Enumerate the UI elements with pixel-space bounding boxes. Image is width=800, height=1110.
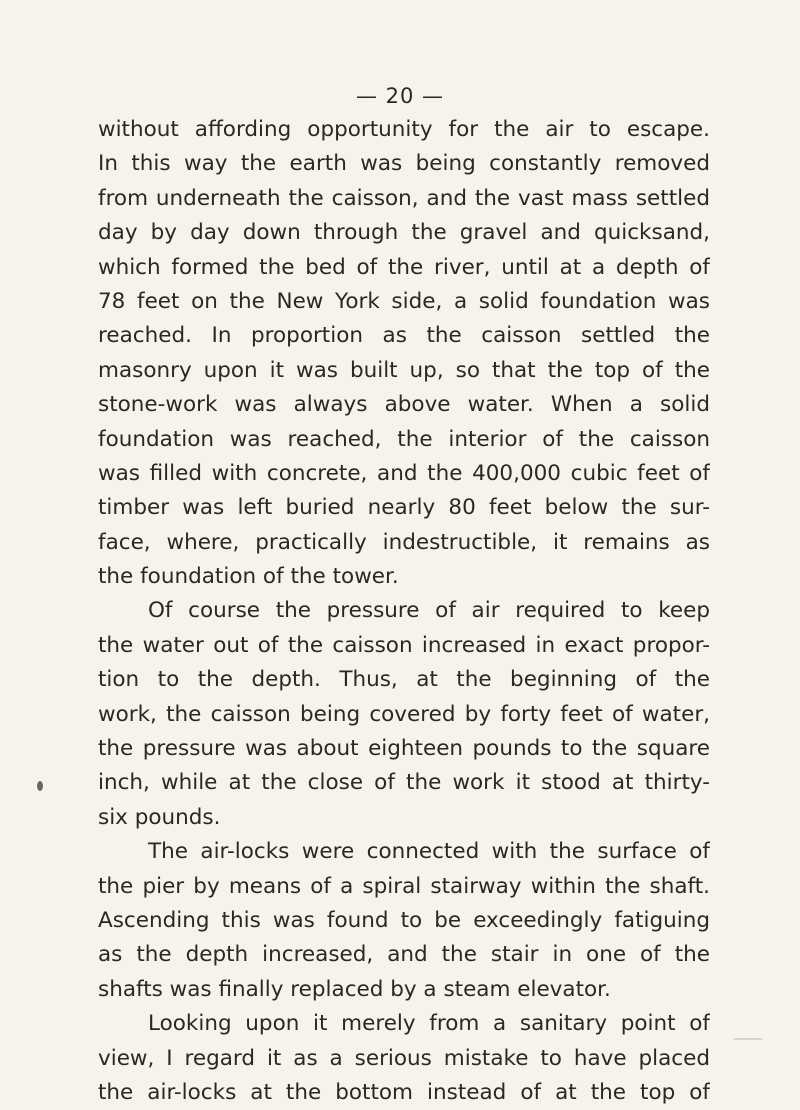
paragraph-start-line: The air-locks were connected with the surface of [148,839,710,865]
text-line: face, where, practically indestructible, it remains as [98,529,710,555]
text-line: without affording opportunity for the air to escape. [98,117,710,142]
text-line: which formed the bed of the river, until at a depth of [98,254,710,280]
ink-speck [37,781,43,791]
text-line: stone-work was always above water. When a solid [98,392,710,418]
text-line: view, I regard it as a serious mistake to have placed [98,1045,710,1071]
text-line: was filled with concrete, and the 400,000 cubic feet of [98,460,710,486]
text-line: 78 feet on the New York side, a solid foundation was [98,288,710,314]
paragraph-end-line: shafts was finally replaced by a steam elevator. [98,976,611,1002]
text-line: Ascending this was found to be exceedingly fatiguing [98,907,710,933]
text-line: the pressure was about eighteen pounds to the square [98,736,710,762]
body-text [98,113,710,1110]
paper-mark [734,1038,762,1040]
text-line: work, the caisson being covered by forty feet of water, [98,701,710,727]
text-line: reached. In proportion as the caisson settled the [98,323,710,349]
text-line: tion to the depth. Thus, at the beginning of the [98,667,710,693]
paragraph-end-line: six pounds. [98,804,221,830]
text-line: as the depth increased, and the stair in one of the [98,942,710,968]
paragraph-start-line: Looking upon it merely from a sanitary point of [148,1011,710,1037]
text-line: inch, while at the close of the work it stood at thirty- [98,770,710,796]
text-line: from underneath the caisson, and the vast mass settled [98,185,710,211]
text-line: the pier by means of a spiral stairway within the shaft. [98,873,710,899]
paragraph-start-line: Of course the pressure of air required to keep [148,598,710,624]
text-line: foundation was reached, the interior of the caisson [98,426,710,452]
paragraph-end-line: the foundation of the tower. [98,564,399,590]
text-line: the water out of the caisson increased in exact propor- [98,632,710,658]
text-line: masonry upon it was built up, so that the top of the [98,357,710,383]
text-line: day by day down through the gravel and quicksand, [98,220,710,246]
text-line: In this way the earth was being constantly removed [98,151,710,177]
page-number: — 20 — [355,84,445,108]
text-line: the air-locks at the bottom instead of at the top of [98,1079,710,1105]
text-line: timber was left buried nearly 80 feet below the sur- [98,495,710,521]
